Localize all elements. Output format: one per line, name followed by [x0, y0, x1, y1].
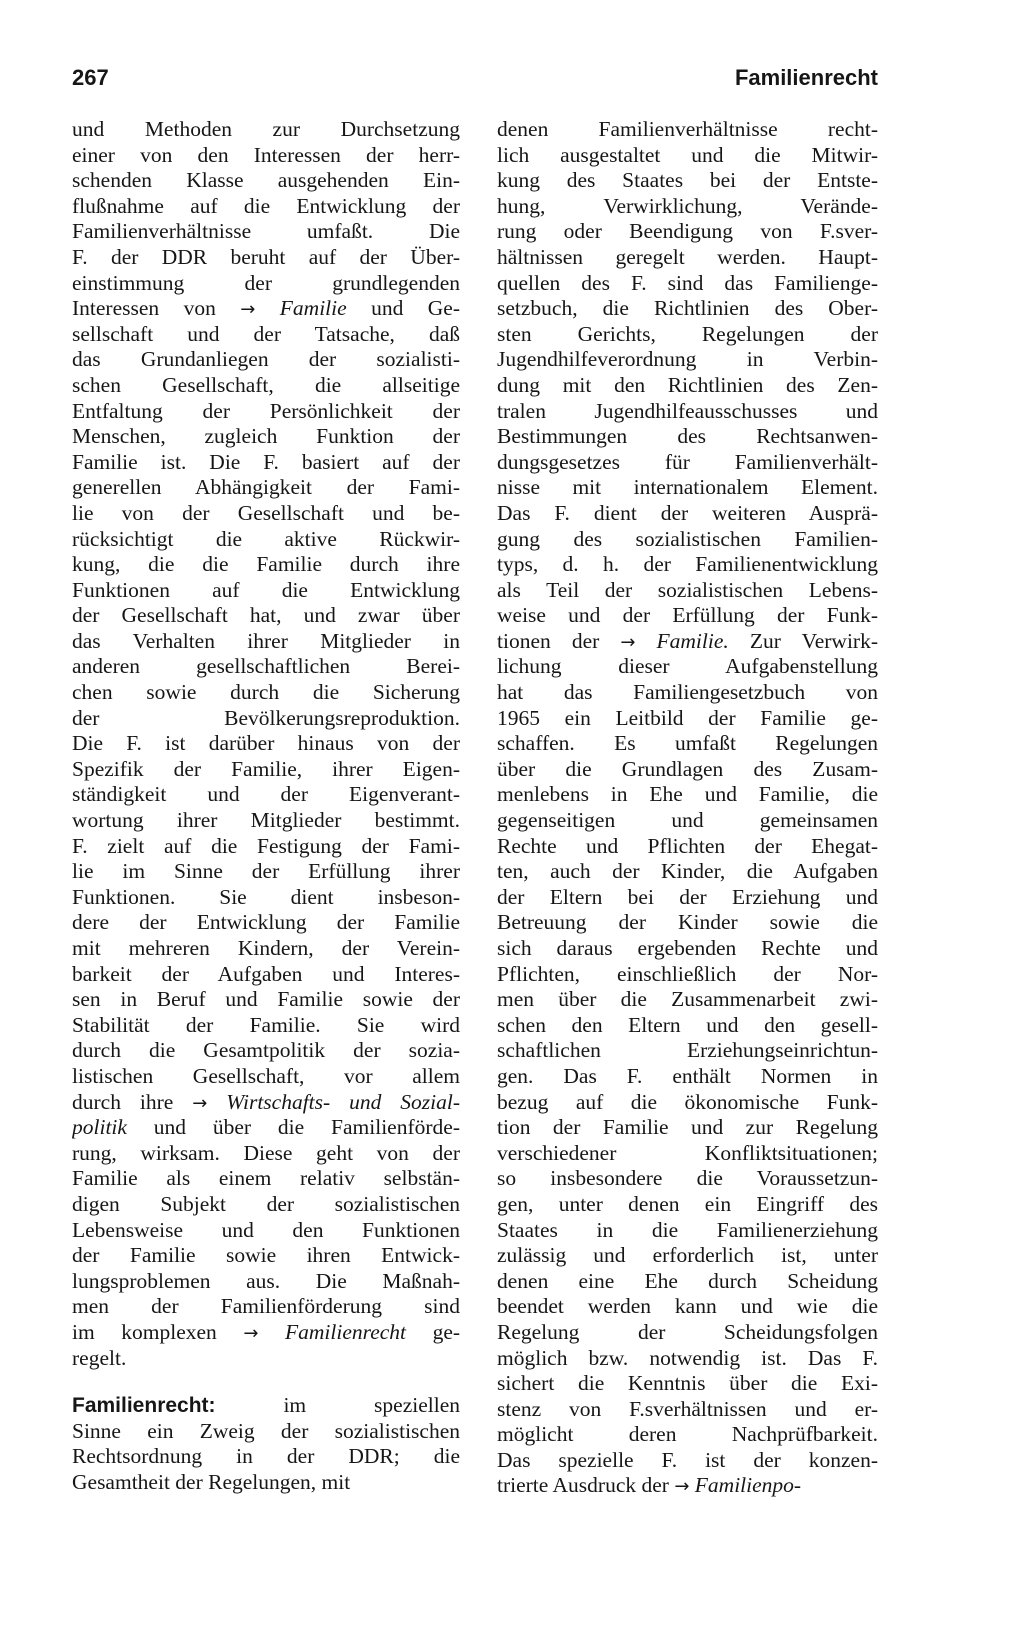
text-line: gen, unter denen ein Eingriff des — [497, 1191, 878, 1216]
text-line: Funktionen. Sie dient insbeson- — [72, 884, 460, 909]
text-line: so insbesondere die Voraussetzun- — [497, 1166, 878, 1191]
text-line: schaftlichen Erziehungseinrichtun- — [497, 1038, 878, 1063]
text-line: der Eltern bei der Erziehung und — [497, 884, 878, 909]
text-line: listischen Gesellschaft, vor allem — [72, 1063, 460, 1088]
text-segment — [207, 1090, 226, 1114]
text-line: schaffen. Es umfaßt Regelungen — [497, 731, 878, 756]
text-segment: trierte Ausdruck der — [497, 1473, 675, 1498]
text-line: hat das Familiengesetzbuch von — [497, 680, 878, 705]
text-line: typs, d. h. der Familienentwicklung — [497, 552, 878, 577]
text-line: lich ausgestaltet und die Mitwir- — [497, 142, 878, 167]
text-line: sichert die Kenntnis über die Exi- — [497, 1371, 878, 1396]
text-line — [72, 296, 460, 322]
text-line: denen Familienverhältnisse recht- — [497, 117, 878, 141]
text-line: anderen gesellschaftlichen Berei- — [72, 654, 460, 679]
text-line: regelt. — [72, 1345, 127, 1370]
text-line: lie von der Gesellschaft und be- — [72, 500, 460, 525]
text-line: rung oder Beendigung von F.sver- — [497, 219, 878, 244]
entry-term: Familienrecht: — [72, 1394, 216, 1418]
text-line: denen eine Ehe durch Scheidung — [497, 1268, 878, 1293]
text-line: einer von den Interessen der herr- — [72, 142, 460, 167]
cross-reference-term: Wirtschafts- und Sozial- — [226, 1089, 460, 1114]
text-line — [72, 1320, 460, 1346]
text-line: nisse mit internationalem Element. — [497, 475, 878, 500]
text-line: durch die Gesamtpolitik der sozia- — [72, 1038, 460, 1063]
text-segment: Zur Verwirk- — [728, 628, 878, 653]
text-line: rücksichtigt die aktive Rückwir- — [72, 526, 460, 551]
text-line: dere der Entwicklung der Familie — [72, 910, 460, 935]
text-line: dung mit den Richtlinien des Zen- — [497, 372, 878, 397]
text-line: men der Familienförderung sind — [72, 1294, 460, 1319]
text-line: Familie ist. Die F. basiert auf der — [72, 449, 460, 474]
text-line: Spezifik der Familie, ihrer Eigen- — [72, 756, 460, 781]
text-line: der Bevölkerungsreproduktion. — [72, 705, 460, 730]
text-line: generellen Abhängigkeit der Fami- — [72, 475, 460, 500]
text-line: wortung ihrer Mitglieder bestimmt. — [72, 808, 460, 833]
text-segment — [635, 629, 656, 653]
text-line: ten, auch der Kinder, die Aufgaben — [497, 859, 878, 884]
text-line: Das F. dient der weiteren Ausprä- — [497, 500, 878, 525]
text-segment: Interessen von — [72, 296, 241, 321]
text-line: hung, Verwirklichung, Verände- — [497, 193, 878, 218]
text-line: Jugendhilfeverordnung in Verbin- — [497, 347, 878, 372]
text-line: kung des Staates bei der Entste- — [497, 168, 878, 193]
text-line: Betreuung der Kinder sowie die — [497, 910, 878, 935]
text-line: schen Gesellschaft, die allseitige — [72, 372, 460, 397]
text-line: stenz von F.sverhältnissen und er- — [497, 1396, 878, 1421]
text-line: Familienverhältnisse umfaßt. Die — [72, 219, 460, 244]
text-line — [497, 629, 878, 655]
cross-reference-arrow-icon: → — [620, 631, 636, 653]
text-line: und Methoden zur Durchsetzung — [72, 117, 460, 141]
text-line: tralen Jugendhilfeausschusses und — [497, 398, 878, 423]
text-line: sich daraus ergebenden Rechte und — [497, 936, 878, 960]
text-line: gegenseitigen und gemeinsamen — [497, 808, 878, 833]
left-column — [72, 117, 460, 1495]
text-segment — [255, 296, 279, 320]
text-line: lungsproblemen aus. Die Maßnah- — [72, 1268, 460, 1293]
text-line: Bestimmungen des Rechtsanwen- — [497, 424, 878, 449]
text-line: Familie als einem relativ selbstän- — [72, 1166, 460, 1191]
text-line: hältnissen geregelt werden. Haupt- — [497, 244, 878, 269]
text-line — [497, 1473, 878, 1499]
text-line: Lebensweise und den Funktionen — [72, 1217, 460, 1242]
text-line: Sinne ein Zweig der sozialistischen — [72, 1418, 460, 1443]
text-line: Staates in die Familienerziehung — [497, 1217, 878, 1242]
text-line: digen Subjekt der sozialistischen — [72, 1191, 460, 1216]
text-line: weise und der Erfüllung der Funk- — [497, 603, 878, 628]
text-line: Regelung der Scheidungsfolgen — [497, 1319, 878, 1344]
text-line: Stabilität der Familie. Sie wird — [72, 1012, 460, 1037]
text-segment: durch ihre — [72, 1089, 193, 1114]
text-segment: und Ge- — [346, 296, 460, 321]
text-line — [72, 1115, 460, 1141]
text-line: bezug auf die ökonomische Funk- — [497, 1089, 878, 1114]
text-segment: ge- — [406, 1319, 460, 1344]
cross-reference-arrow-icon: → — [192, 1092, 208, 1114]
cross-reference-arrow-icon: → — [243, 1322, 259, 1344]
text-line: kung, die die Familie durch ihre — [72, 552, 460, 577]
text-line: zulässig und erforderlich ist, unter — [497, 1243, 878, 1268]
text-line: Funktionen auf die Entwicklung — [72, 577, 460, 602]
text-line: chen sowie durch die Sicherung — [72, 680, 460, 705]
text-line: Entfaltung der Persönlichkeit der — [72, 398, 460, 423]
text-line: möglicht deren Nachprüfbarkeit. — [497, 1422, 878, 1447]
text-line: gung des sozialistischen Familien- — [497, 526, 878, 551]
text-segment: im komplexen — [72, 1319, 244, 1344]
text-line: men über die Zusammenarbeit zwi- — [497, 987, 878, 1012]
text-line: Rechtsordnung in der DDR; die — [72, 1444, 460, 1469]
text-line: lichung dieser Aufgabenstellung — [497, 654, 878, 679]
cross-reference-arrow-icon: → — [674, 1476, 690, 1498]
text-line: verschiedener Konfliktsituationen; — [497, 1140, 878, 1165]
text-line: setzbuch, die Richtlinien des Ober- — [497, 296, 878, 321]
text-line — [72, 1393, 460, 1419]
text-line — [72, 1090, 460, 1116]
text-segment: tionen der — [497, 628, 621, 653]
text-line: menlebens in Ehe und Familie, die — [497, 782, 878, 807]
text-segment — [258, 1320, 285, 1344]
text-line: lie im Sinne der Erfüllung ihrer — [72, 859, 460, 884]
text-segment: im speziellen — [215, 1393, 460, 1418]
text-line: dungsgesetzes für Familienverhält- — [497, 449, 878, 474]
text-line: möglich bzw. notwendig ist. Das F. — [497, 1345, 878, 1370]
text-line: barkeit der Aufgaben und Interes- — [72, 961, 460, 986]
text-line: schen den Eltern und den gesell- — [497, 1012, 878, 1037]
text-line: sten Gerichts, Regelungen der — [497, 321, 878, 346]
page-header — [72, 62, 878, 94]
text-line: als Teil der sozialistischen Lebens- — [497, 577, 878, 602]
cross-reference-term: Familienrecht — [285, 1319, 407, 1344]
text-line: 1965 ein Leitbild der Familie ge- — [497, 705, 878, 730]
cross-reference-arrow-icon: → — [240, 299, 256, 321]
cross-reference-term: politik — [72, 1115, 127, 1140]
text-line: gen. Das F. enthält Normen in — [497, 1063, 878, 1088]
text-line: mit mehreren Kindern, der Verein- — [72, 936, 460, 960]
text-line: der Gesellschaft hat, und zwar über — [72, 603, 460, 628]
text-line: Menschen, zugleich Funktion der — [72, 424, 460, 449]
text-line: ständigkeit und der Eigenverant- — [72, 782, 460, 807]
text-line: sen in Beruf und Familie sowie der — [72, 987, 460, 1012]
text-line: quellen des F. sind das Familienge- — [497, 270, 878, 295]
text-segment: und über die Familienförde- — [126, 1115, 460, 1140]
text-line: Das spezielle F. ist der konzen- — [497, 1447, 878, 1472]
text-line: das Grundanliegen der sozialisti- — [72, 347, 460, 372]
text-line: tion der Familie und zur Regelung — [497, 1115, 878, 1140]
text-line: Rechte und Pflichten der Ehegat- — [497, 833, 878, 858]
text-line: rung, wirksam. Diese geht von der — [72, 1140, 460, 1165]
text-line: Gesamtheit der Regelungen, mit — [72, 1469, 351, 1494]
running-head: Familienrecht — [734, 65, 878, 90]
text-line: sellschaft und der Tatsache, daß — [72, 321, 460, 346]
text-line: einstimmung der grundlegenden — [72, 270, 460, 295]
text-line: über die Grundlagen des Zusam- — [497, 756, 878, 781]
cross-reference-term: Familie — [279, 296, 347, 321]
text-line: F. zielt auf die Festigung der Fami- — [72, 833, 460, 858]
text-line: Pflichten, einschließlich der Nor- — [497, 961, 878, 986]
text-line: der Familie sowie ihren Entwick- — [72, 1243, 460, 1268]
page-number: 267 — [72, 65, 109, 90]
text-line: beendet werden kann und wie die — [497, 1294, 878, 1319]
text-line: flußnahme auf die Entwicklung der — [72, 193, 460, 218]
text-line: F. der DDR beruht auf der Über- — [72, 244, 460, 269]
right-column — [497, 117, 878, 1499]
text-line: das Verhalten ihrer Mitglieder in — [72, 628, 460, 653]
cross-reference-term: Familie. — [656, 628, 729, 653]
text-line: Die F. ist darüber hinaus von der — [72, 731, 460, 756]
cross-reference-term: Familienpo- — [694, 1473, 802, 1498]
text-line: schenden Klasse ausgehenden Ein- — [72, 168, 460, 193]
